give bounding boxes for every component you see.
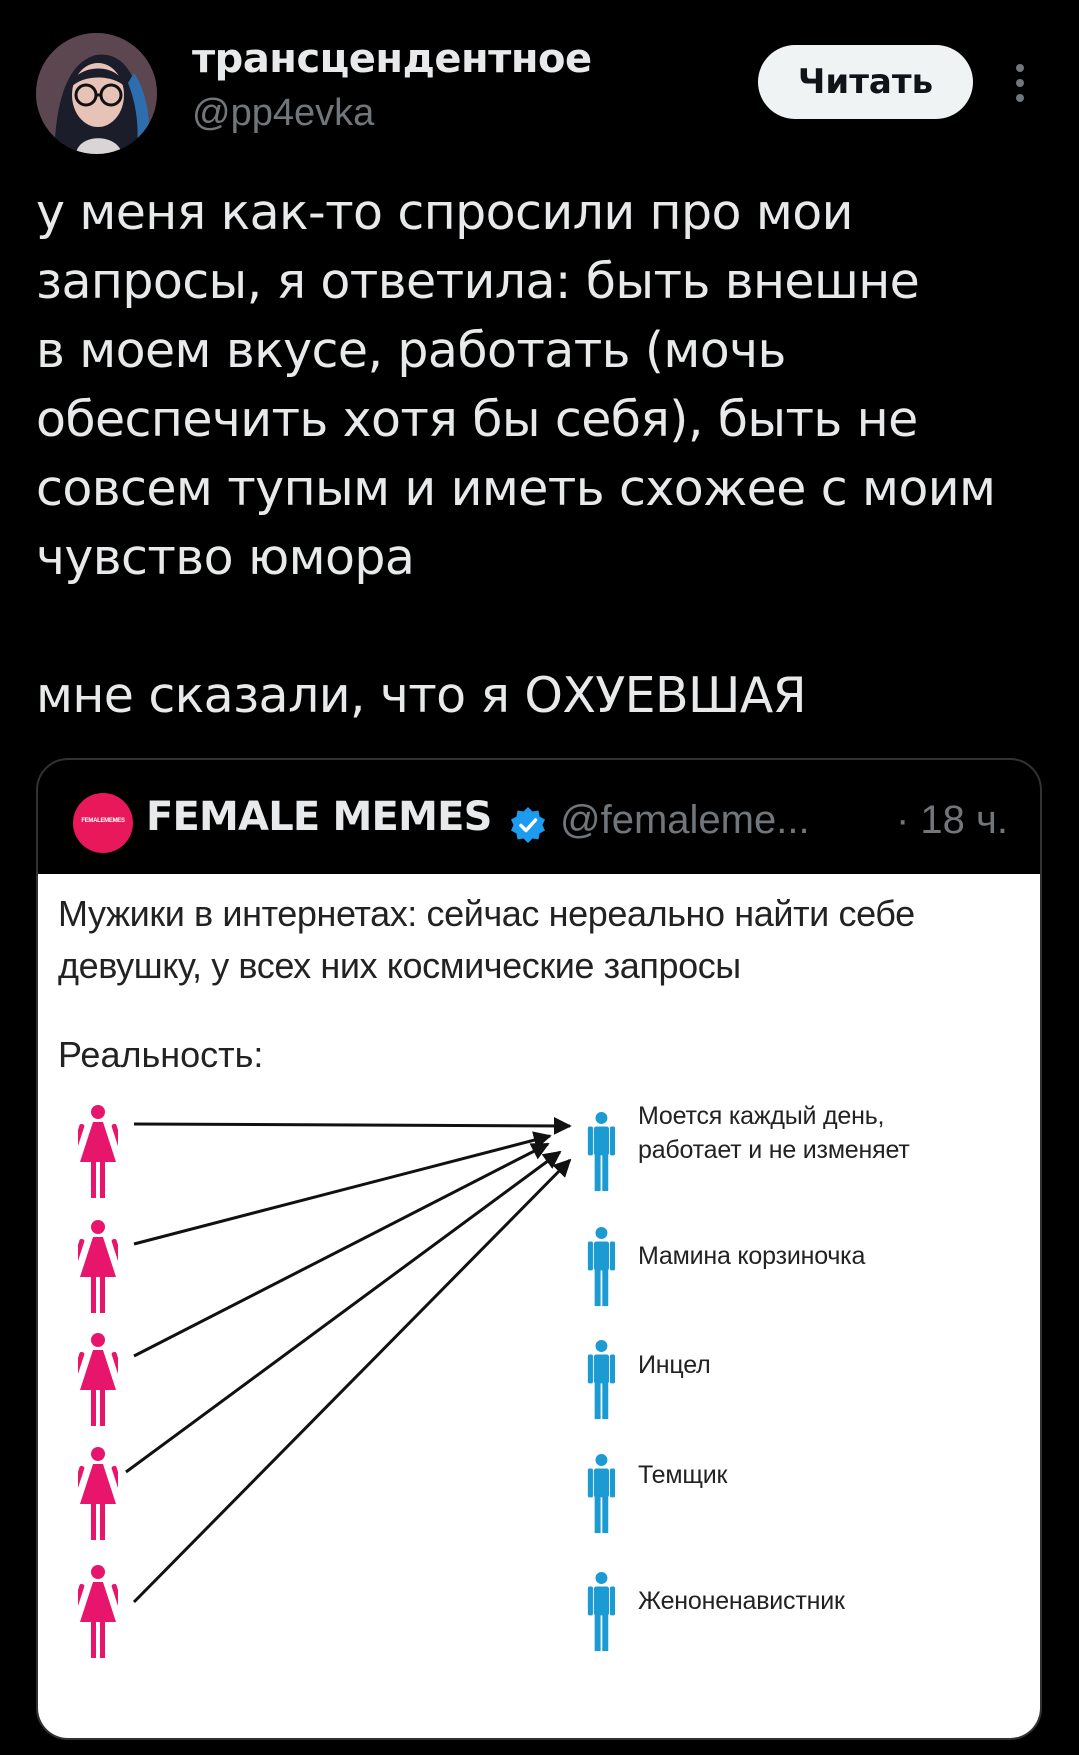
verified-badge-icon — [508, 805, 548, 845]
arrow-line — [126, 1152, 560, 1472]
man-label: Женоненавистник — [638, 1587, 845, 1615]
author-display-name[interactable]: трансцендентное — [192, 36, 592, 82]
meme-image[interactable] — [38, 874, 1040, 1738]
tweet-text: у меня как-то спросили про мои запросы, я ответила: быть внешне в моем вкусе, работать (мочь обеспечить хотя бы себя), быть не совсем тупым и иметь схожее с моим чувство юмора мне сказали, что я ОХУЕВШАЯ — [36, 184, 996, 724]
woman-figure-icon — [78, 1564, 118, 1665]
meme-caption: Мужики в интернетах: сейчас нереально найти себе девушку, у всех них космические запросы — [58, 893, 915, 986]
author-avatar[interactable] — [36, 33, 157, 154]
woman-figure-icon — [78, 1104, 118, 1205]
man-label: Инцел — [638, 1351, 711, 1379]
man-figure-icon — [587, 1564, 621, 1665]
man-figure-icon — [587, 1219, 621, 1320]
man-figure-icon — [587, 1446, 621, 1547]
quoted-avatar-text: FEMALEMEMES — [81, 818, 125, 824]
arrow-line — [134, 1144, 548, 1356]
quoted-timestamp[interactable]: · 18 ч. — [896, 798, 1008, 842]
man-label: Моется каждый день, работает и не изменяет — [638, 1102, 910, 1164]
avatar-photo — [36, 33, 157, 154]
woman-figure-icon — [78, 1446, 118, 1547]
quoted-author-avatar[interactable] — [73, 793, 133, 853]
more-vertical-icon[interactable] — [1008, 60, 1032, 106]
man-label: Мамина корзиночка — [638, 1242, 866, 1270]
woman-figure-icon — [78, 1332, 118, 1433]
man-figure-icon — [587, 1332, 621, 1433]
meme-reality-label: Реальность: — [58, 1034, 264, 1075]
arrow-line — [134, 1124, 570, 1126]
quoted-author-handle[interactable]: @femaleme... — [560, 798, 810, 842]
arrows-layer — [38, 874, 1040, 1740]
quoted-author-name[interactable]: FEMALE MEMES — [146, 794, 492, 840]
arrow-line — [134, 1136, 550, 1244]
woman-figure-icon — [78, 1219, 118, 1320]
quoted-tweet-header — [38, 760, 1040, 874]
author-handle[interactable]: @pp4evka — [192, 92, 375, 134]
man-label: Темщик — [638, 1461, 728, 1489]
man-figure-icon — [587, 1104, 621, 1205]
quoted-tweet[interactable] — [36, 758, 1042, 1740]
follow-button[interactable]: Читать — [758, 45, 973, 119]
